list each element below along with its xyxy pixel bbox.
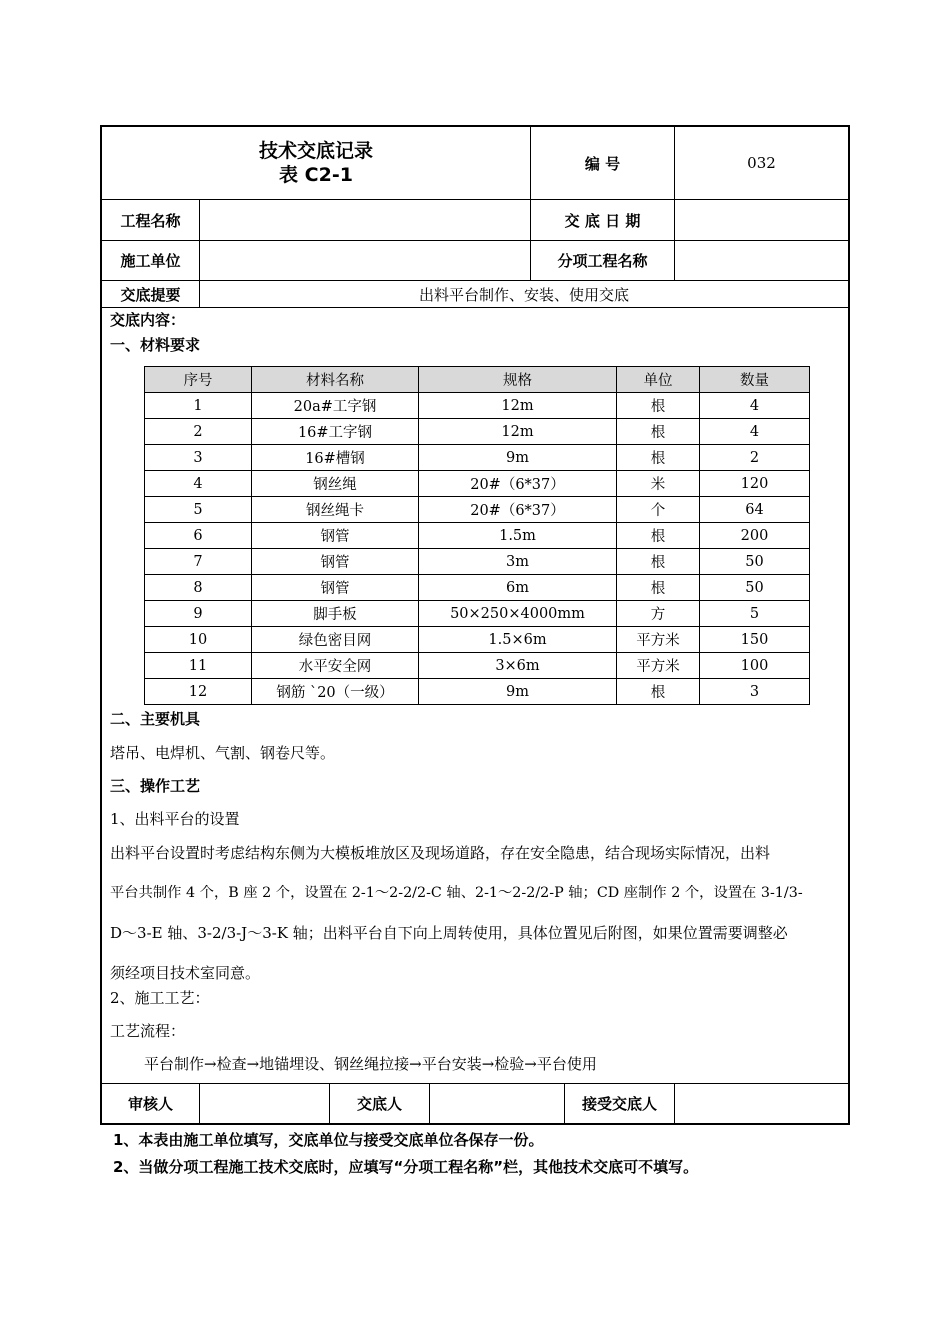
table-cell: 20#（6*37） bbox=[419, 471, 617, 497]
table-cell: 方 bbox=[617, 601, 700, 627]
table-cell: 6m bbox=[419, 575, 617, 601]
table-cell: 6 bbox=[145, 523, 252, 549]
table-cell: 100 bbox=[700, 653, 810, 679]
form-title bbox=[102, 127, 530, 199]
form-title-line2: 表 C2-1 bbox=[279, 164, 353, 186]
materials-table bbox=[144, 366, 810, 705]
number-value[interactable]: 032 bbox=[747, 154, 776, 172]
materials-header-cell: 单位 bbox=[617, 367, 700, 393]
table-cell: 16#槽钢 bbox=[252, 445, 419, 471]
table-cell: 7 bbox=[145, 549, 252, 575]
table-cell: 米 bbox=[617, 471, 700, 497]
materials-header-cell: 数量 bbox=[700, 367, 810, 393]
note-1: 1、本表由施工单位填写，交底单位与接受交底单位各保存一份。 bbox=[113, 1131, 544, 1149]
table-cell: 4 bbox=[145, 471, 252, 497]
table-cell: 5 bbox=[700, 601, 810, 627]
table-cell: 平方米 bbox=[617, 627, 700, 653]
table-row bbox=[145, 575, 810, 601]
section-tools-heading: 二、主要机具 bbox=[110, 710, 201, 728]
table-cell: 根 bbox=[617, 393, 700, 419]
note-2: 2、当做分项工程施工技术交底时，应填写“分项工程名称”栏，其他技术交底可不填写。 bbox=[113, 1158, 699, 1176]
table-cell: 平方米 bbox=[617, 653, 700, 679]
presenter-label: 交底人 bbox=[356, 1095, 402, 1113]
table-cell: 5 bbox=[145, 497, 252, 523]
table-cell: 20a#工字钢 bbox=[252, 393, 419, 419]
paragraph-line: 出料平台设置时考虑结构东侧为大模板堆放区及现场道路，存在安全隐患，结合现场实际情况，出料 bbox=[110, 844, 771, 862]
table-cell: 钢管 bbox=[252, 549, 419, 575]
table-cell: 200 bbox=[700, 523, 810, 549]
table-row bbox=[145, 627, 810, 653]
materials-header-cell: 材料名称 bbox=[252, 367, 419, 393]
table-cell: 钢丝绳卡 bbox=[252, 497, 419, 523]
content-heading: 交底内容： bbox=[110, 311, 186, 329]
table-cell: 16#工字钢 bbox=[252, 419, 419, 445]
project-name-field[interactable] bbox=[200, 200, 530, 240]
table-cell: 64 bbox=[700, 497, 810, 523]
table-cell: 12m bbox=[419, 419, 617, 445]
table-cell: 150 bbox=[700, 627, 810, 653]
table-cell: 根 bbox=[617, 679, 700, 705]
item-platform-setup: 1、出料平台的设置 bbox=[110, 810, 240, 828]
table-row bbox=[145, 653, 810, 679]
process-flow-text: 平台制作→检查→地锚埋设、钢丝绳拉接→平台安装→检验→平台使用 bbox=[144, 1055, 597, 1073]
table-cell: 3m bbox=[419, 549, 617, 575]
table-row bbox=[145, 393, 810, 419]
process-flow-label: 工艺流程： bbox=[110, 1022, 186, 1040]
project-name-label: 工程名称 bbox=[120, 211, 181, 230]
table-cell: 12m bbox=[419, 393, 617, 419]
table-cell: 9m bbox=[419, 679, 617, 705]
construction-unit-field[interactable] bbox=[200, 241, 530, 280]
summary-label: 交底提要 bbox=[120, 285, 181, 304]
table-row bbox=[145, 445, 810, 471]
receiver-field[interactable] bbox=[675, 1084, 848, 1123]
materials-header-cell: 规格 bbox=[419, 367, 617, 393]
table-cell: 9m bbox=[419, 445, 617, 471]
table-cell: 8 bbox=[145, 575, 252, 601]
table-cell: 12 bbox=[145, 679, 252, 705]
construction-unit-label: 施工单位 bbox=[120, 252, 181, 270]
table-cell: 9 bbox=[145, 601, 252, 627]
setup-paragraph bbox=[110, 842, 845, 1002]
table-cell: 脚手板 bbox=[252, 601, 419, 627]
table-row bbox=[145, 497, 810, 523]
table-cell: 4 bbox=[700, 419, 810, 445]
table-cell: 绿色密目网 bbox=[252, 627, 419, 653]
table-cell: 11 bbox=[145, 653, 252, 679]
table-row bbox=[145, 679, 810, 705]
sub-project-label: 分项工程名称 bbox=[557, 252, 648, 270]
table-cell: 3 bbox=[145, 445, 252, 471]
table-cell: 50×250×4000mm bbox=[419, 601, 617, 627]
presenter-field[interactable] bbox=[430, 1084, 564, 1123]
table-row bbox=[145, 523, 810, 549]
table-cell: 钢丝绳 bbox=[252, 471, 419, 497]
table-row bbox=[145, 471, 810, 497]
table-cell: 4 bbox=[700, 393, 810, 419]
disclosure-date-field[interactable] bbox=[675, 200, 848, 240]
table-cell: 根 bbox=[617, 575, 700, 601]
section-materials-heading: 一、材料要求 bbox=[110, 336, 201, 354]
materials-header-cell: 序号 bbox=[145, 367, 252, 393]
section-process-heading: 三、操作工艺 bbox=[110, 777, 201, 795]
table-cell: 水平安全网 bbox=[252, 653, 419, 679]
table-cell: 1.5×6m bbox=[419, 627, 617, 653]
table-cell: 50 bbox=[700, 575, 810, 601]
reviewer-label: 审核人 bbox=[127, 1095, 173, 1113]
table-cell: 根 bbox=[617, 549, 700, 575]
table-cell: 10 bbox=[145, 627, 252, 653]
receiver-label: 接受交底人 bbox=[581, 1095, 657, 1113]
table-cell: 3×6m bbox=[419, 653, 617, 679]
table-cell: 钢管 bbox=[252, 575, 419, 601]
table-cell: 3 bbox=[700, 679, 810, 705]
table-row bbox=[145, 601, 810, 627]
table-row bbox=[145, 549, 810, 575]
materials-header-row bbox=[145, 367, 810, 393]
table-cell: 钢筋 `20（一级） bbox=[252, 679, 419, 705]
tools-text: 塔吊、电焊机、气割、钢卷尺等。 bbox=[110, 744, 336, 762]
sub-project-field[interactable] bbox=[675, 241, 848, 280]
table-cell: 2 bbox=[700, 445, 810, 471]
paragraph-line: 须经项目技术室同意。 bbox=[110, 964, 261, 982]
reviewer-field[interactable] bbox=[200, 1084, 329, 1123]
paragraph-line: 平台共制作 4 个，B 座 2 个，设置在 2-1～2-2/2-C 轴、2-1～2-2/2-P 轴；CD 座制作 2 个，设置在 3-1/3- bbox=[110, 885, 803, 901]
table-cell: 根 bbox=[617, 419, 700, 445]
summary-value: 出料平台制作、安装、使用交底 bbox=[418, 285, 629, 304]
table-cell: 个 bbox=[617, 497, 700, 523]
table-row bbox=[145, 419, 810, 445]
table-cell: 根 bbox=[617, 523, 700, 549]
disclosure-date-label: 交 底 日 期 bbox=[564, 211, 641, 230]
table-cell: 1 bbox=[145, 393, 252, 419]
technical-disclosure-form bbox=[100, 125, 850, 1125]
form-title-line1: 技术交底记录 bbox=[258, 140, 373, 162]
paragraph-line: D～3-E 轴、3-2/3-J～3-K 轴；出料平台自下向上周转使用，具体位置见后附图，如果位置需要调整必 bbox=[110, 924, 788, 942]
table-cell: 120 bbox=[700, 471, 810, 497]
table-cell: 2 bbox=[145, 419, 252, 445]
table-cell: 20#（6*37） bbox=[419, 497, 617, 523]
number-label: 编 号 bbox=[584, 154, 621, 173]
table-cell: 50 bbox=[700, 549, 810, 575]
table-cell: 1.5m bbox=[419, 523, 617, 549]
table-cell: 钢管 bbox=[252, 523, 419, 549]
item-construction-process: 2、施工工艺： bbox=[110, 989, 210, 1007]
table-cell: 根 bbox=[617, 445, 700, 471]
